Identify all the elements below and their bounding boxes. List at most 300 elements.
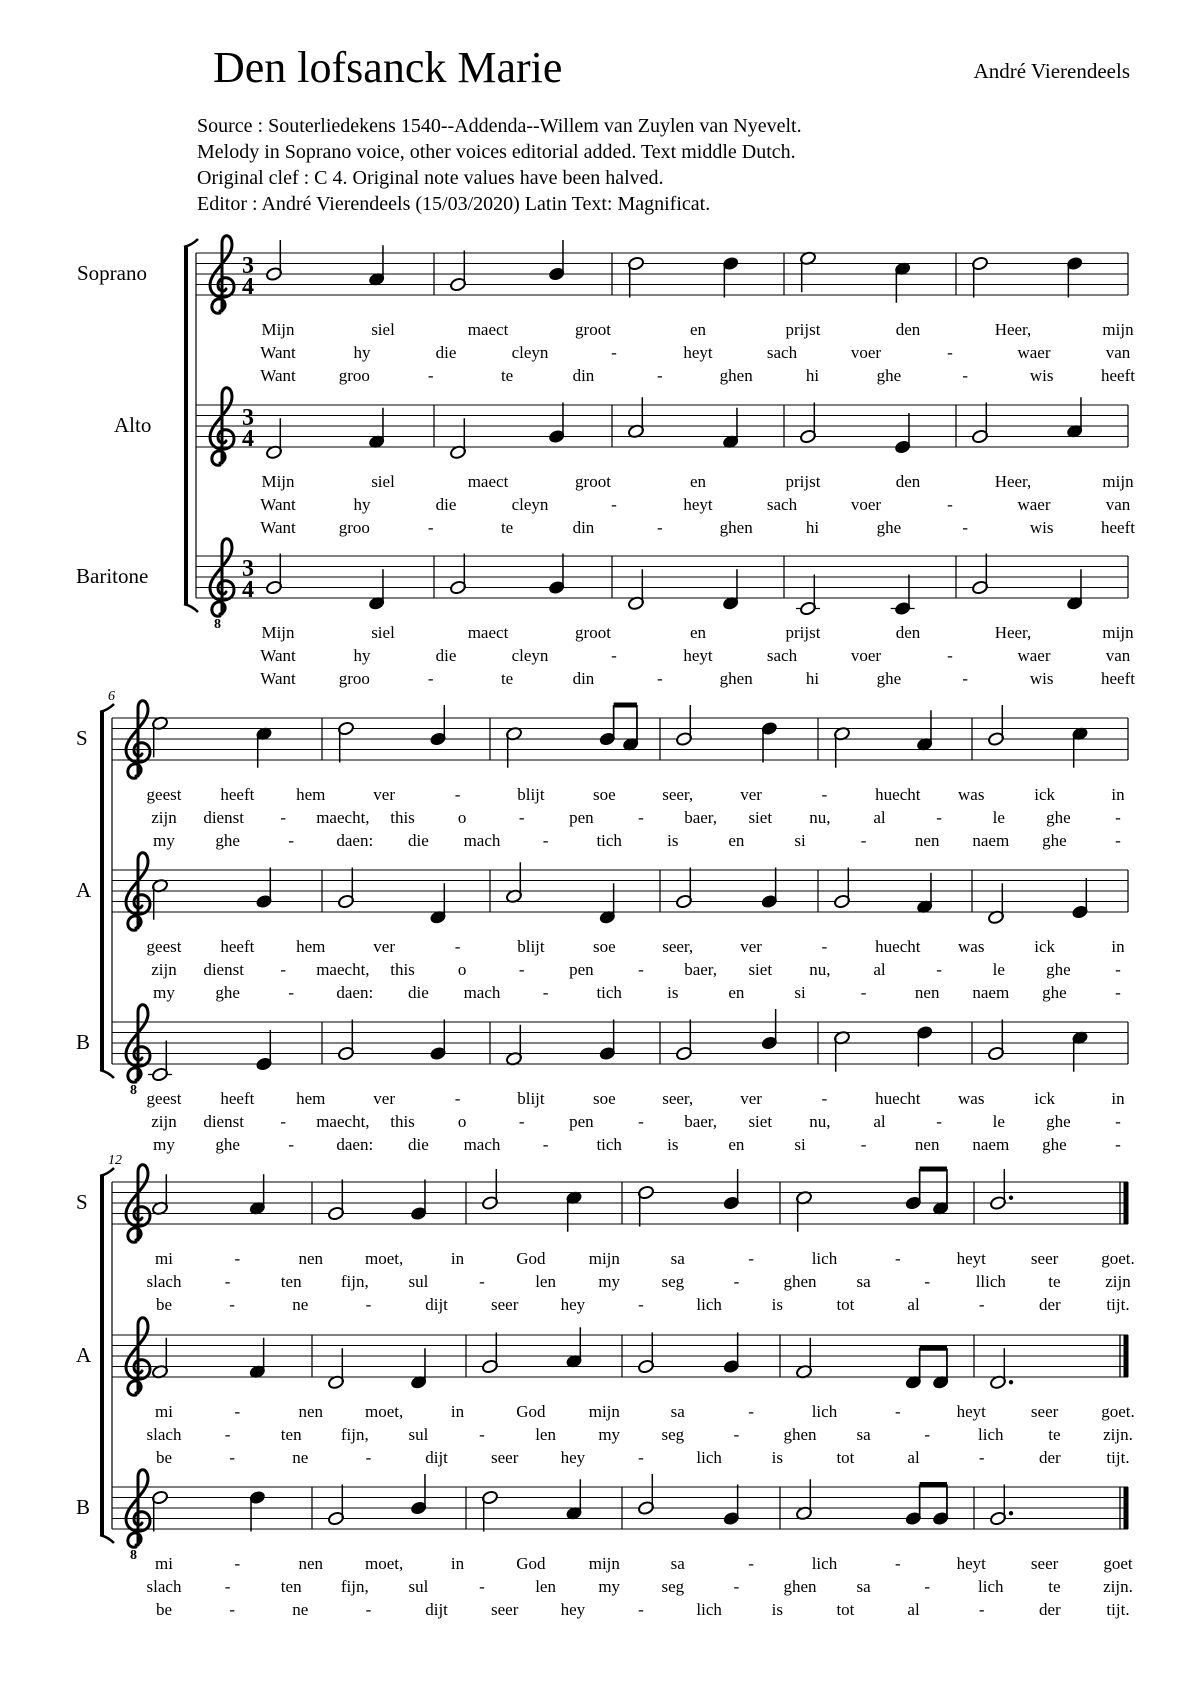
note bbox=[410, 1348, 427, 1390]
lyric-syllable: maecht, bbox=[316, 1112, 370, 1131]
lyric-syllable: - bbox=[288, 1135, 295, 1154]
lyric-syllable: ghe bbox=[876, 669, 902, 688]
lyric-syllable: ick bbox=[1034, 785, 1056, 804]
note bbox=[410, 1180, 427, 1222]
lyric-syllable: o bbox=[457, 808, 467, 827]
lyric-syllable: - bbox=[518, 808, 525, 827]
lyric-syllable: ver bbox=[740, 937, 762, 956]
lyric-syllable: - bbox=[288, 831, 295, 850]
staff-soprano bbox=[76, 701, 1128, 850]
lyric-syllable: zijn. bbox=[1103, 1577, 1133, 1596]
lyric-syllable: sul bbox=[408, 1272, 429, 1291]
time-signature-upper: 3 bbox=[242, 253, 254, 279]
lyric-syllable: God bbox=[516, 1402, 546, 1421]
lyric-syllable: is bbox=[667, 831, 679, 850]
lyric-syllable: seer bbox=[491, 1295, 519, 1314]
lyric-syllable: Mijn bbox=[261, 320, 295, 339]
lyric-syllable: - bbox=[1115, 1112, 1121, 1131]
note bbox=[410, 1474, 427, 1516]
lyric-syllable: seg bbox=[661, 1577, 685, 1596]
note bbox=[989, 1348, 1013, 1390]
lyric-syllable: seer, bbox=[662, 937, 694, 956]
lyric-syllable: mi bbox=[155, 1554, 173, 1573]
lyric-syllable: si bbox=[794, 1135, 806, 1154]
lyric-syllable: hy bbox=[353, 495, 371, 514]
lyric-syllable: my bbox=[153, 983, 175, 1002]
lyric-syllable: fijn, bbox=[340, 1425, 369, 1444]
lyric-syllable: hey bbox=[560, 1600, 586, 1619]
lyric-syllable: siel bbox=[371, 472, 395, 491]
note bbox=[599, 1020, 616, 1062]
note bbox=[337, 868, 354, 910]
system-1 bbox=[76, 236, 1135, 688]
note bbox=[761, 1009, 778, 1051]
lyric-syllable: - bbox=[936, 1112, 942, 1131]
lyric-syllable: seg bbox=[661, 1425, 685, 1444]
lyric-syllable: is bbox=[667, 1135, 679, 1154]
note bbox=[481, 1333, 498, 1375]
note bbox=[368, 569, 385, 611]
lyric-syllable: daen: bbox=[336, 983, 374, 1002]
note bbox=[675, 868, 692, 910]
time-signature-upper: 3 bbox=[242, 405, 254, 431]
lyric-syllable: te bbox=[500, 669, 514, 688]
lyric-syllable: - bbox=[748, 1249, 754, 1268]
lyric-syllable: lich bbox=[811, 1402, 838, 1421]
lyric-syllable: seer bbox=[1030, 1554, 1059, 1573]
lyric-syllable: in bbox=[450, 1554, 465, 1573]
note bbox=[627, 256, 644, 298]
voice-label: Soprano bbox=[77, 261, 147, 285]
note bbox=[723, 1333, 740, 1375]
note bbox=[916, 710, 933, 752]
note bbox=[796, 575, 820, 617]
lyric-syllable: - bbox=[962, 366, 969, 385]
lyric-syllable: huecht bbox=[875, 1089, 921, 1108]
lyric-syllable: - bbox=[542, 983, 549, 1002]
lyric-syllable: ten bbox=[280, 1425, 302, 1444]
lyric-syllable: - bbox=[234, 1402, 241, 1421]
lyric-syllable: - bbox=[821, 1089, 828, 1108]
measure-number: 6 bbox=[108, 689, 115, 704]
lyric-syllable: ver bbox=[373, 1089, 396, 1108]
lyric-syllable: prijst bbox=[785, 320, 821, 339]
lyric-syllable: dijt bbox=[425, 1448, 448, 1467]
note bbox=[327, 1348, 344, 1390]
lyric-syllable: - bbox=[280, 808, 287, 827]
note bbox=[989, 1169, 1013, 1211]
lyric-syllable: en bbox=[689, 623, 707, 642]
lyric-syllable: tijt. bbox=[1106, 1600, 1130, 1619]
note bbox=[833, 726, 850, 768]
lyric-syllable: heeft bbox=[1101, 669, 1135, 688]
lyric-syllable: in bbox=[450, 1249, 465, 1268]
lyric-syllable: heyt bbox=[683, 343, 713, 362]
lyric-syllable: - bbox=[947, 343, 953, 362]
lyric-syllable: din bbox=[572, 669, 595, 688]
lyric-syllable: - bbox=[821, 937, 828, 956]
voice-label: S bbox=[76, 1190, 88, 1214]
lyric-syllable: seer bbox=[1030, 1249, 1059, 1268]
note bbox=[637, 1474, 654, 1516]
lyric-syllable: is bbox=[771, 1448, 783, 1467]
lyric-syllable: this bbox=[390, 1112, 415, 1131]
lyric-syllable: - bbox=[518, 1112, 525, 1131]
lyric-syllable: - bbox=[860, 983, 867, 1002]
lyric-syllable: cleyn bbox=[511, 495, 549, 514]
note bbox=[637, 1333, 654, 1375]
lyric-syllable: le bbox=[992, 808, 1005, 827]
lyric-syllable: der bbox=[1038, 1448, 1061, 1467]
lyric-syllable: ver bbox=[740, 1089, 762, 1108]
lyric-syllable: ne bbox=[292, 1448, 309, 1467]
lyric-syllable: len bbox=[535, 1272, 556, 1291]
note bbox=[255, 868, 272, 910]
lyric-syllable: was bbox=[958, 785, 985, 804]
lyric-syllable: ver bbox=[373, 937, 396, 956]
lyric-syllable: - bbox=[656, 669, 663, 688]
lyric-syllable: mijn bbox=[588, 1402, 620, 1421]
lyric-syllable: - bbox=[224, 1577, 231, 1596]
lyric-syllable: sa bbox=[856, 1272, 871, 1291]
lyric-syllable: hem bbox=[296, 1089, 326, 1108]
lyric-syllable: te bbox=[1048, 1425, 1061, 1444]
lyric-syllable: lich bbox=[696, 1295, 722, 1314]
lyric-syllable: hy bbox=[353, 646, 371, 665]
lyric-syllable: heeft bbox=[1101, 366, 1135, 385]
lyric-syllable: mach bbox=[463, 1135, 501, 1154]
note bbox=[449, 251, 466, 293]
lyric-syllable: hi bbox=[805, 518, 820, 537]
lyric-syllable: - bbox=[224, 1425, 231, 1444]
lyric-syllable: groo bbox=[338, 518, 370, 537]
lyric-syllable: - bbox=[1115, 831, 1121, 850]
lyric-syllable: seer bbox=[491, 1600, 519, 1619]
note bbox=[916, 1025, 933, 1067]
lyric-syllable: - bbox=[229, 1600, 235, 1619]
note bbox=[327, 1180, 344, 1222]
lyric-syllable: - bbox=[427, 669, 434, 688]
lyric-syllable: ten bbox=[280, 1577, 302, 1596]
lyric-syllable: groot bbox=[575, 472, 611, 491]
info-line-clef: Original clef : C 4. Original note values have been halved. bbox=[197, 167, 664, 189]
lyric-syllable: - bbox=[454, 937, 461, 956]
lyric-syllable: - bbox=[1115, 1135, 1121, 1154]
bracket-top bbox=[184, 239, 198, 247]
note bbox=[429, 883, 446, 925]
lyric-syllable: goet bbox=[1103, 1554, 1133, 1573]
note bbox=[1066, 256, 1083, 298]
lyric-syllable: soe bbox=[592, 785, 616, 804]
lyric-syllable: Mijn bbox=[261, 472, 295, 491]
voice-label: B bbox=[76, 1495, 91, 1519]
note bbox=[255, 726, 272, 768]
lyric-syllable: le bbox=[992, 1112, 1005, 1131]
lyric-syllable: my bbox=[598, 1272, 621, 1291]
lyric-syllable: sul bbox=[408, 1425, 429, 1444]
lyric-syllable: ghe bbox=[1046, 960, 1071, 979]
lyric-syllable: van bbox=[1105, 646, 1131, 665]
lyric-syllable: - bbox=[229, 1448, 235, 1467]
lyric-syllable: - bbox=[962, 518, 969, 537]
lyric-syllable: - bbox=[479, 1425, 485, 1444]
lyric-syllable: Heer, bbox=[994, 320, 1032, 339]
note bbox=[637, 1185, 654, 1227]
lyric-syllable: - bbox=[611, 646, 617, 665]
lyric-syllable: en bbox=[689, 472, 707, 491]
lyric-syllable: der bbox=[1038, 1600, 1061, 1619]
bracket-top bbox=[100, 704, 114, 712]
lyric-syllable: be bbox=[155, 1448, 173, 1467]
note bbox=[327, 1485, 344, 1527]
lyric-syllable: prijst bbox=[785, 623, 821, 642]
lyric-syllable: baer, bbox=[684, 1112, 718, 1131]
staff-baritone bbox=[76, 1470, 1133, 1619]
lyric-syllable: - bbox=[895, 1402, 901, 1421]
note bbox=[151, 1174, 168, 1216]
note bbox=[723, 1169, 740, 1211]
lyric-syllable: al bbox=[907, 1295, 920, 1314]
bracket-bottom bbox=[184, 604, 198, 612]
lyric-syllable: die bbox=[408, 1135, 429, 1154]
note bbox=[987, 883, 1004, 925]
lyric-syllable: Want bbox=[260, 495, 296, 514]
lyric-syllable: en bbox=[728, 1135, 745, 1154]
lyric-syllable: dijt bbox=[425, 1600, 448, 1619]
lyric-syllable: en bbox=[689, 320, 707, 339]
lyric-syllable: groo bbox=[338, 366, 370, 385]
augmentation-dot bbox=[1009, 1196, 1013, 1200]
lyric-syllable: te bbox=[500, 366, 514, 385]
lyric-syllable: naem bbox=[972, 831, 1010, 850]
lyric-syllable: pen bbox=[569, 808, 594, 827]
note bbox=[1066, 397, 1083, 439]
lyric-syllable: God bbox=[516, 1554, 546, 1573]
note bbox=[565, 1327, 582, 1369]
note bbox=[971, 403, 988, 445]
note bbox=[249, 1338, 266, 1380]
lyric-syllable: o bbox=[457, 960, 467, 979]
lyric-syllable: mijn bbox=[588, 1249, 620, 1268]
note bbox=[971, 256, 988, 298]
lyric-syllable: die bbox=[435, 646, 457, 665]
lyric-syllable: - bbox=[234, 1249, 241, 1268]
lyric-syllable: te bbox=[1048, 1577, 1061, 1596]
time-signature-lower: 4 bbox=[242, 426, 254, 452]
note bbox=[151, 878, 168, 920]
note bbox=[987, 1020, 1004, 1062]
note bbox=[368, 408, 385, 450]
lyric-syllable: - bbox=[542, 831, 549, 850]
lyric-syllable: lich bbox=[696, 1600, 722, 1619]
lyric-syllable: Want bbox=[260, 669, 296, 688]
lyric-syllable: sa bbox=[856, 1577, 871, 1596]
lyric-syllable: prijst bbox=[785, 472, 821, 491]
augmentation-dot bbox=[1009, 1511, 1013, 1515]
lyric-syllable: in bbox=[1111, 785, 1125, 804]
lyric-syllable: groot bbox=[575, 320, 611, 339]
lyric-syllable: Heer, bbox=[994, 623, 1032, 642]
lyric-syllable: ghe bbox=[215, 983, 240, 1002]
note bbox=[799, 251, 816, 293]
lyric-syllable: hi bbox=[805, 669, 820, 688]
lyric-syllable: van bbox=[1105, 343, 1131, 362]
lyric-syllable: ghe bbox=[876, 518, 902, 537]
lyric-syllable: - bbox=[454, 785, 461, 804]
lyric-syllable: - bbox=[1115, 983, 1121, 1002]
lyric-syllable: seer bbox=[491, 1448, 519, 1467]
lyric-syllable: voer bbox=[850, 646, 882, 665]
lyric-syllable: den bbox=[895, 320, 921, 339]
lyric-syllable: huecht bbox=[875, 785, 921, 804]
lyric-syllable: - bbox=[280, 960, 287, 979]
note bbox=[894, 413, 911, 455]
lyric-syllable: waer bbox=[1017, 646, 1051, 665]
lyric-syllable: siet bbox=[748, 1112, 773, 1131]
info-line-source: Source : Souterliedekens 1540--Addenda--Willem van Zuylen van Nyevelt. bbox=[197, 115, 802, 137]
lyric-syllable: baer, bbox=[684, 808, 718, 827]
lyric-syllable: maect bbox=[467, 320, 509, 339]
note bbox=[722, 408, 739, 450]
lyric-syllable: soe bbox=[592, 937, 616, 956]
lyric-syllable: mijn bbox=[1102, 472, 1134, 491]
lyric-syllable: - bbox=[978, 1600, 985, 1619]
lyric-syllable: ick bbox=[1034, 937, 1056, 956]
note bbox=[565, 1190, 582, 1232]
note bbox=[148, 1041, 172, 1083]
lyric-syllable: naem bbox=[972, 983, 1010, 1002]
lyric-syllable: blijt bbox=[517, 785, 545, 804]
lyric-syllable: my bbox=[598, 1577, 621, 1596]
lyric-syllable: ghen bbox=[783, 1272, 817, 1291]
lyric-syllable: dienst bbox=[203, 960, 244, 979]
note bbox=[151, 1338, 168, 1380]
lyric-syllable: daen: bbox=[336, 1135, 374, 1154]
lyric-syllable: be bbox=[155, 1600, 173, 1619]
note bbox=[265, 554, 282, 596]
lyric-syllable: moet, bbox=[365, 1554, 404, 1573]
note bbox=[265, 240, 282, 282]
lyric-syllable: - bbox=[427, 518, 434, 537]
lyric-syllable: sach bbox=[766, 646, 798, 665]
lyric-syllable: mijn bbox=[588, 1554, 620, 1573]
lyric-syllable: wis bbox=[1029, 366, 1054, 385]
lyric-syllable: die bbox=[408, 831, 429, 850]
lyric-syllable: is bbox=[771, 1295, 783, 1314]
lyric-syllable: tich bbox=[596, 1135, 622, 1154]
lyric-syllable: - bbox=[1115, 808, 1121, 827]
lyric-syllable: tich bbox=[596, 831, 622, 850]
lyric-syllable: heeft bbox=[1101, 518, 1135, 537]
lyric-syllable: - bbox=[936, 808, 942, 827]
lyric-syllable: - bbox=[638, 1600, 644, 1619]
lyric-syllable: blijt bbox=[517, 1089, 545, 1108]
lyric-syllable: ghen bbox=[783, 1577, 817, 1596]
lyric-syllable: al bbox=[907, 1600, 920, 1619]
lyric-syllable: maect bbox=[467, 472, 509, 491]
lyric-syllable: - bbox=[733, 1272, 740, 1291]
lyric-syllable: lich bbox=[696, 1448, 722, 1467]
lyric-syllable: maecht, bbox=[316, 960, 370, 979]
lyric-syllable: nen bbox=[298, 1402, 324, 1421]
lyric-syllable: - bbox=[234, 1554, 241, 1573]
lyric-syllable: heyt bbox=[956, 1554, 986, 1573]
info-line-editor: Editor : André Vierendeels (15/03/2020) Latin Text: Magnificat. bbox=[197, 193, 711, 215]
info-line-melody: Melody in Soprano voice, other voices editorial added. Text middle Dutch. bbox=[197, 141, 796, 163]
lyric-syllable: hey bbox=[560, 1448, 586, 1467]
note bbox=[249, 1490, 266, 1532]
note bbox=[795, 1479, 812, 1521]
note bbox=[799, 403, 816, 445]
lyric-syllable: naem bbox=[972, 1135, 1010, 1154]
lyric-syllable: sa bbox=[670, 1402, 685, 1421]
lyric-syllable: siet bbox=[748, 960, 773, 979]
lyric-syllable: moet, bbox=[365, 1402, 404, 1421]
lyric-syllable: le bbox=[992, 960, 1005, 979]
lyric-syllable: nen bbox=[914, 1135, 940, 1154]
note bbox=[449, 418, 466, 460]
lyric-syllable: len bbox=[535, 1425, 556, 1444]
lyric-syllable: - bbox=[860, 831, 867, 850]
lyric-syllable: - bbox=[611, 495, 617, 514]
lyric-syllable: my bbox=[153, 1135, 175, 1154]
note bbox=[481, 1490, 498, 1532]
lyric-syllable: soe bbox=[592, 1089, 616, 1108]
staff-baritone bbox=[76, 1005, 1128, 1154]
lyric-syllable: en bbox=[728, 983, 745, 1002]
note bbox=[505, 726, 522, 768]
lyric-syllable: ver bbox=[373, 785, 396, 804]
voice-label: B bbox=[76, 1030, 91, 1054]
lyric-syllable: lich bbox=[811, 1249, 838, 1268]
lyric-syllable: hem bbox=[296, 937, 326, 956]
lyric-syllable: nu, bbox=[809, 808, 831, 827]
note bbox=[151, 1490, 168, 1532]
lyric-syllable: sa bbox=[856, 1425, 871, 1444]
lyric-syllable: waer bbox=[1017, 343, 1051, 362]
lyric-syllable: mijn bbox=[1102, 623, 1134, 642]
system-3 bbox=[76, 1153, 1135, 1619]
lyric-syllable: hem bbox=[296, 785, 326, 804]
lyric-syllable: - bbox=[427, 366, 434, 385]
note bbox=[481, 1169, 498, 1211]
lyric-syllable: is bbox=[771, 1600, 783, 1619]
lyric-syllable: huecht bbox=[875, 937, 921, 956]
lyric-syllable: hy bbox=[353, 343, 371, 362]
lyric-syllable: - bbox=[733, 1425, 740, 1444]
lyric-syllable: ghe bbox=[1046, 1112, 1071, 1131]
lyric-syllable: al bbox=[873, 960, 886, 979]
note bbox=[761, 868, 778, 910]
lyric-syllable: ghe bbox=[215, 1135, 240, 1154]
lyric-syllable: was bbox=[958, 1089, 985, 1108]
lyric-syllable: o bbox=[457, 1112, 467, 1131]
lyric-syllable: ghe bbox=[1042, 1135, 1067, 1154]
note bbox=[894, 261, 911, 303]
lyric-syllable: Want bbox=[260, 343, 296, 362]
lyric-syllable: sa bbox=[670, 1554, 685, 1573]
lyric-syllable: tijt. bbox=[1106, 1448, 1130, 1467]
lyric-syllable: den bbox=[895, 623, 921, 642]
lyric-syllable: len bbox=[535, 1577, 556, 1596]
bracket-top bbox=[100, 1168, 114, 1176]
lyric-syllable: ghe bbox=[215, 831, 240, 850]
lyric-syllable: si bbox=[794, 831, 806, 850]
voice-label: A bbox=[76, 1343, 92, 1367]
note bbox=[987, 705, 1004, 747]
lyric-syllable: fijn, bbox=[340, 1272, 369, 1291]
lyric-syllable: nen bbox=[914, 983, 940, 1002]
